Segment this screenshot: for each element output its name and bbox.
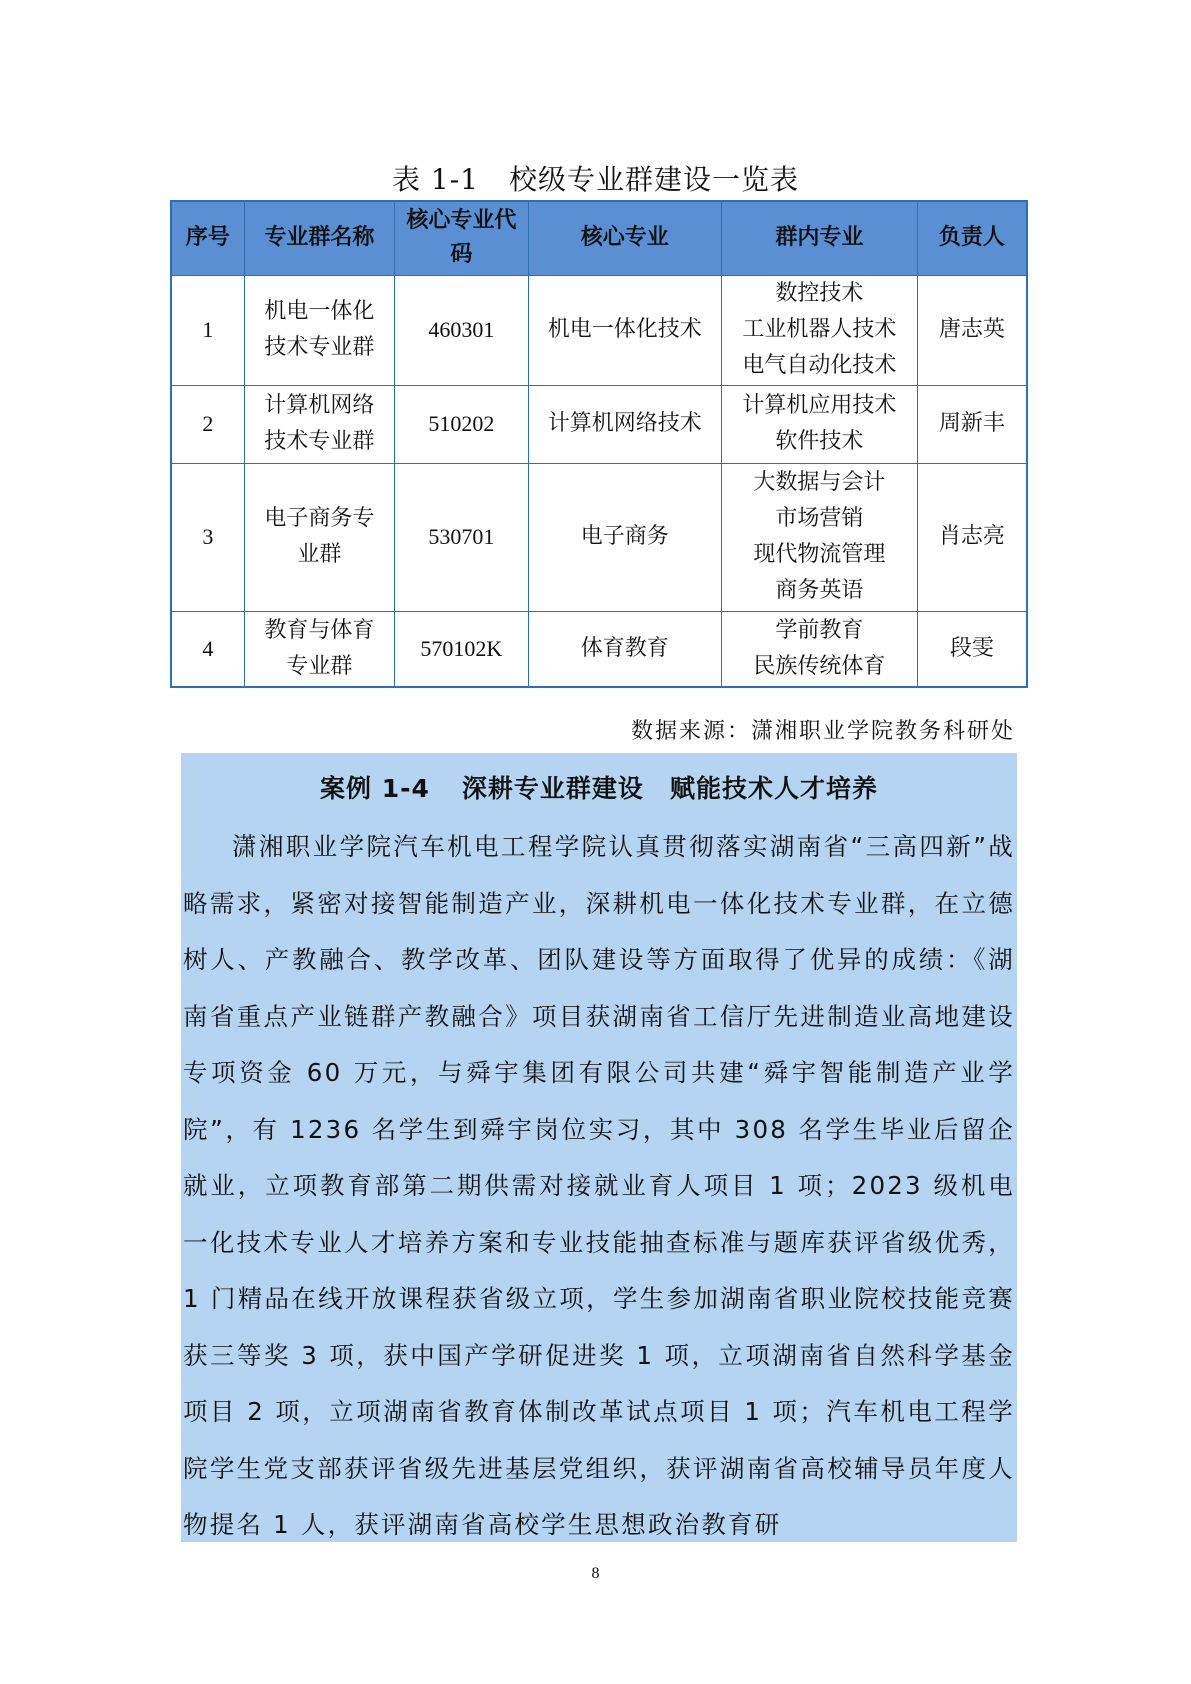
case-title-part-b: 赋能技术人才培养 [669,774,878,803]
table-row [171,463,1027,611]
row-number: 2 [171,385,244,463]
header-cell: 专业群名称 [244,201,395,275]
row-number: 3 [171,463,244,611]
member-majors: 计算机应用技术 软件技术 [722,385,918,463]
header-cell: 负责人 [917,201,1027,275]
core-major: 电子商务 [528,463,722,611]
data-source-note: 数据来源：潇湘职业学院教务科研处 [630,719,1015,744]
core-code: 460301 [395,275,528,385]
lead-person: 唐志英 [917,275,1027,385]
table-caption-number: 表 1-1 [391,163,479,196]
group-name: 教育与体育专业群 [244,611,395,687]
member-majors: 大数据与会计 市场营销 现代物流管理 商务英语 [722,463,918,611]
core-code: 570102K [395,611,528,687]
lead-person: 肖志亮 [917,463,1027,611]
group-name: 机电一体化技术专业群 [244,275,395,385]
header-cell: 群内专业 [722,201,918,275]
member-majors: 数控技术 工业机器人技术 电气自动化技术 [722,275,918,385]
lead-person: 周新丰 [917,385,1027,463]
table-row [171,385,1027,463]
table-caption-text: 校级专业群建设一览表 [508,163,799,196]
case-number: 案例 1-4 [320,774,430,803]
member-majors: 学前教育 民族传统体育 [722,611,918,687]
table-row [171,611,1027,687]
table-caption [0,158,1191,198]
core-major: 机电一体化技术 [528,275,722,385]
lead-person: 段雯 [917,611,1027,687]
header-cell: 序号 [171,201,244,275]
case-study-box [181,753,1017,1542]
group-name: 计算机网络技术专业群 [244,385,395,463]
case-title-part-a: 深耕专业群建设 [461,774,644,803]
core-code: 530701 [395,463,528,611]
case-title [181,769,1017,805]
core-major: 计算机网络技术 [528,385,722,463]
core-major: 体育教育 [528,611,722,687]
case-body-text: 潇湘职业学院汽车机电工程学院认真贯彻落实湖南省“三高四新”战略需求，紧密对接智能制造产业，深耕机电一体化技术专业群，在立德树人、产教融合、教学改革、团队建设等方面取得了优异的成绩：《湖南省重点产业链群产教融合》项目获湖南省工信厅先进制造业高地建设专项资金 60 万元，与舜宇集团有限公司共建“舜宇智能制造产业学院”，有 1236 名学生到舜宇岗位实习，其中 308 名学生毕业后留企就业，立项教育部第二期供需对接就业育人项目 1 项；2023 级机电一化技术专业人才培养方案和专业技能抽查标准与题库获评省级优秀，1 门精品在线开放课程获省级立项，学生参加湖南省职业院校技能竞赛获三等奖 3 项，获中国产学研促进奖 1 项，立项湖南省自然科学基金项目 2 项，立项湖南省教育体制改革试点项目 1 项；汽车机电工程学院学生党支部获评省级先进基层党组织，获评湖南省高校辅导员年度人物提名 1 人，获评湖南省高校学生思想政治教育研 [183,832,1015,1539]
table-row [171,275,1027,385]
page-number: 8 [591,1565,600,1582]
header-cell: 核心专业 [528,201,722,275]
header-cell: 核心专业代码 [395,201,528,275]
specialty-group-table [170,200,1028,688]
row-number: 1 [171,275,244,385]
table-header-row [171,201,1027,275]
group-name: 电子商务专业群 [244,463,395,611]
row-number: 4 [171,611,244,687]
core-code: 510202 [395,385,528,463]
